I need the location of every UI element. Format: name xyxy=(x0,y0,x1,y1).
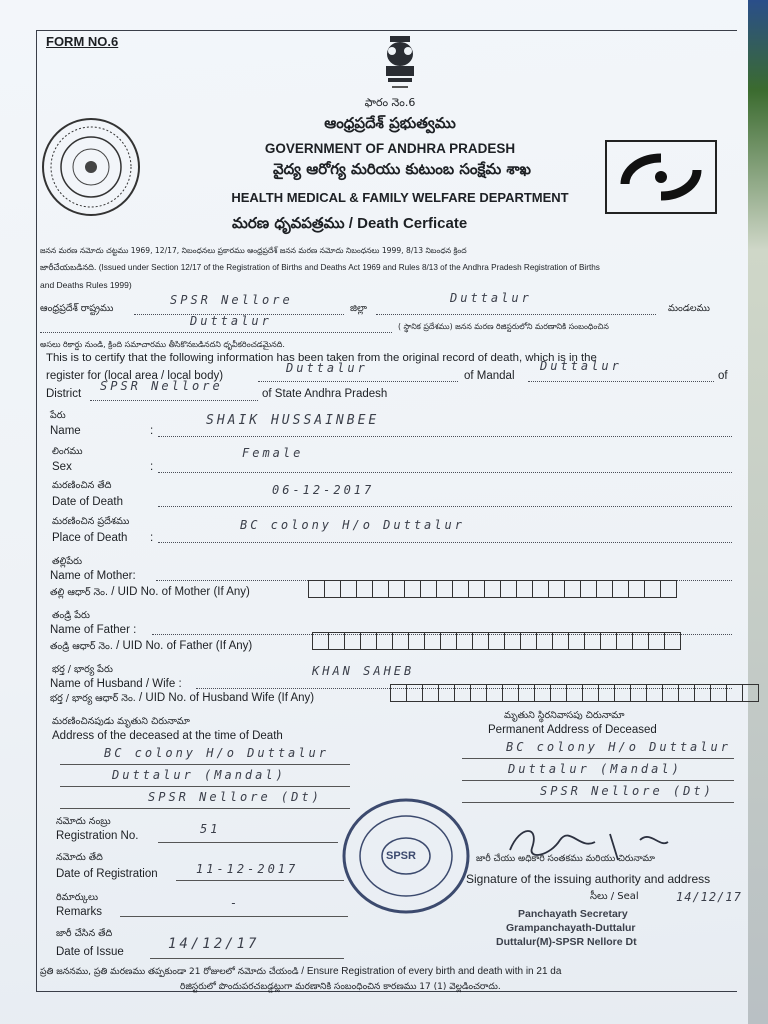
signature-label: Signature of the issuing authority and address xyxy=(466,872,711,886)
permanent-address-line-1: BC colony H/o Duttalur xyxy=(506,740,731,754)
issue-date-value: 14/12/17 xyxy=(168,936,260,952)
remarks-value: - xyxy=(230,896,241,910)
of-mandal-label: of Mandal xyxy=(464,370,515,382)
local-area-label-telugu: ( స్థానిక ప్రదేశము) జనన మరణ రిజిస్టరులోని మరణానికి సంబంధించిన xyxy=(398,322,609,331)
death-address-label-telugu: మరణించినపుడు మృతుని చిరునామా xyxy=(52,716,190,727)
mother-uid-boxes xyxy=(308,580,677,598)
death-address-label: Address of the deceased at the time of Death xyxy=(52,730,283,742)
sex-label-telugu: లింగము xyxy=(52,446,83,457)
sex-colon: : xyxy=(150,461,154,473)
secretary-line-2: Grampanchayath-Duttalur xyxy=(506,922,636,934)
footer-line-2: రిజిస్టరులో పొందుపరచబడ్డట్లుగా మరణానికి సంబంధించిన కారణము 17 (1) వెల్లడించరాదు. xyxy=(180,982,501,992)
preamble-line-2: జారీచేయబడినది. (Issued under Section 12/17 of the Registration of Births and Deaths Act 1969 and Rules 8/13 of the Andhra Pradesh Registration of Births xyxy=(40,262,600,272)
government-title: GOVERNMENT OF ANDHRA PRADESH xyxy=(264,141,516,156)
death-address-rule-2 xyxy=(60,786,350,787)
pod-label: Place of Death xyxy=(52,532,128,544)
mother-label: Name of Mother: xyxy=(50,570,136,582)
father-uid-boxes xyxy=(312,632,681,650)
of-label: of xyxy=(718,370,728,382)
preamble-telugu: జనన మరణ నమోదు చట్టము 1969, 12/17, నిబంధనలు ప్రకారము ఆంధ్రప్రదేశ్ జనన మరణ నమోదు నిబంధనలు 1999, 8/13 నిబంధన క్రింద xyxy=(40,246,467,255)
death-address-line-3: SPSR Nellore (Dt) xyxy=(148,790,322,804)
government-title-telugu: ఆంధ్రప్రదేశ్ ప్రభుత్వము xyxy=(324,114,456,132)
district-value-2: SPSR Nellore xyxy=(100,379,223,393)
mother-uid-label: తల్లి ఆధార్ నెం. / UID No. of Mother (If Any) xyxy=(50,586,250,598)
registration-date-value: 11-12-2017 xyxy=(196,862,299,876)
dod-label: Date of Death xyxy=(52,496,123,508)
sex-label: Sex xyxy=(52,461,72,473)
dod-line xyxy=(158,506,732,507)
husband-uid-boxes xyxy=(390,684,759,702)
certify-statement: This is to certify that the following information has been taken from the original record of death, which is in the xyxy=(46,352,597,364)
of-mandal-value: Duttalur xyxy=(540,359,622,373)
department-title-telugu: వైద్య ఆరోగ్య మరియు కుటుంబ సంక్షేమ శాఖ xyxy=(273,160,531,178)
issue-date-label-telugu: జారీ చేసిన తేది xyxy=(56,928,113,939)
dod-value: 06-12-2017 xyxy=(272,483,375,497)
pod-label-telugu: మరణించిన ప్రదేశము xyxy=(52,516,130,527)
dod-label-telugu: మరణించిన తేది xyxy=(52,480,112,491)
permanent-address-line-2: Duttalur (Mandal) xyxy=(508,762,682,776)
permanent-address-label: Permanent Address of Deceased xyxy=(488,724,657,736)
pod-colon: : xyxy=(150,532,154,544)
father-label-telugu: తండ్రి పేరు xyxy=(52,610,90,621)
sex-line xyxy=(158,472,732,473)
name-line xyxy=(158,436,732,437)
death-address-line-1: BC colony H/o Duttalur xyxy=(104,746,329,760)
name-colon: : xyxy=(150,425,154,437)
stamp-text: SPSR xyxy=(386,850,416,862)
registration-date-line xyxy=(176,880,344,881)
permanent-address-label-telugu: మృతుని స్థిరనివాసపు చిరునామా xyxy=(504,710,625,721)
register-line xyxy=(258,381,458,382)
remarks-label-telugu: రిమార్కులు xyxy=(56,892,98,903)
remarks-line xyxy=(120,916,348,917)
local-area-value: Duttalur xyxy=(190,314,272,328)
registration-no-label-telugu: నమోదు నంబ్రు xyxy=(56,816,111,827)
registration-date-label: Date of Registration xyxy=(56,868,158,880)
extract-statement-telugu: అసలు రికార్డు నుండి, క్రింది సమాచారము తీసికొనబడినదని ధృవీకరించడమైనది. xyxy=(40,340,285,349)
pod-line xyxy=(158,542,732,543)
secretary-line-3: Duttalur(M)-SPSR Nellore Dt xyxy=(496,936,637,948)
registration-no-label: Registration No. xyxy=(56,830,139,842)
footer-line-1: ప్రతి జననము, ప్రతి మరణము తప్పకుండా 21 రోజులలో నమోదు చేయండి / Ensure Registration of every birth and death with in 21 da xyxy=(40,966,562,977)
issue-date-line xyxy=(150,958,344,959)
district-line xyxy=(90,400,258,401)
preamble-line-3: and Deaths Rules 1999) xyxy=(40,280,132,290)
death-address-rule-1 xyxy=(60,764,350,765)
state-label: of State Andhra Pradesh xyxy=(262,388,388,400)
death-address-rule-3 xyxy=(60,808,350,809)
issue-date-label: Date of Issue xyxy=(56,946,124,958)
husband-uid-label: భర్త / భార్య ఆధార్ నెం. / UID No. of Husband Wife (If Any) xyxy=(50,692,315,704)
permanent-address-rule-1 xyxy=(462,758,734,759)
father-uid-label: తండ్రి ఆధార్ నెం. / UID No. of Father (If Any) xyxy=(50,640,253,652)
register-label: register for (local area / local body) xyxy=(46,370,224,382)
seal-date: 14/12/17 xyxy=(676,890,742,904)
district-value: SPSR Nellore xyxy=(170,293,293,307)
registration-no-value: 51 xyxy=(200,822,221,836)
husband-label-telugu: భర్త / భార్య పేరు xyxy=(52,664,113,675)
health-dept-logo-icon xyxy=(605,140,717,214)
name-label-telugu: పేరు xyxy=(50,410,66,421)
registration-date-label-telugu: నమోదు తేది xyxy=(56,852,103,863)
husband-value: KHAN SAHEB xyxy=(312,664,415,678)
husband-label: Name of Husband / Wife : xyxy=(50,678,182,690)
mandal-label-telugu: మండలము xyxy=(668,303,710,314)
seal-label: సీలు / Seal xyxy=(590,891,639,902)
mandal-value: Duttalur xyxy=(450,291,532,305)
secretary-line-1: Panchayath Secretary xyxy=(518,908,628,920)
registration-no-line xyxy=(158,842,338,843)
state-label-telugu: ఆంధ్రప్రదేశ్ రాష్ట్రము xyxy=(40,303,114,314)
national-emblem-icon xyxy=(380,32,420,94)
department-title: HEALTH MEDICAL & FAMILY WELFARE DEPARTMENT xyxy=(231,190,569,205)
mandal-line xyxy=(376,314,656,315)
district-label-telugu: జిల్లా xyxy=(350,303,367,314)
death-address-line-2: Duttalur (Mandal) xyxy=(112,768,286,782)
certificate-title: మరణ ధృవపత్రము / Death Cerficate xyxy=(232,214,468,232)
remarks-label: Remarks xyxy=(56,906,103,918)
name-label: Name xyxy=(50,425,81,437)
sex-value: Female xyxy=(242,446,304,460)
father-label: Name of Father : xyxy=(50,624,137,636)
ap-state-seal-icon xyxy=(40,114,142,220)
pod-value: BC colony H/o Duttalur xyxy=(240,518,465,532)
register-value: Duttalur xyxy=(286,361,368,375)
permanent-address-rule-3 xyxy=(462,802,734,803)
mother-label-telugu: తల్లిపేరు xyxy=(52,556,83,567)
of-mandal-line xyxy=(528,381,714,382)
form-number-telugu: ఫారం నెం.6 xyxy=(364,96,416,109)
district-label: District xyxy=(46,388,82,400)
local-area-line xyxy=(40,332,392,333)
permanent-address-line-3: SPSR Nellore (Dt) xyxy=(540,784,714,798)
permanent-address-rule-2 xyxy=(462,780,734,781)
signature-label-telugu: జారీ చేయు అధికారి సంతకము మరియు చిరునామా xyxy=(476,854,655,864)
name-value: SHAIK HUSSAINBEE xyxy=(206,413,380,428)
form-number: FORM NO.6 xyxy=(46,34,119,49)
